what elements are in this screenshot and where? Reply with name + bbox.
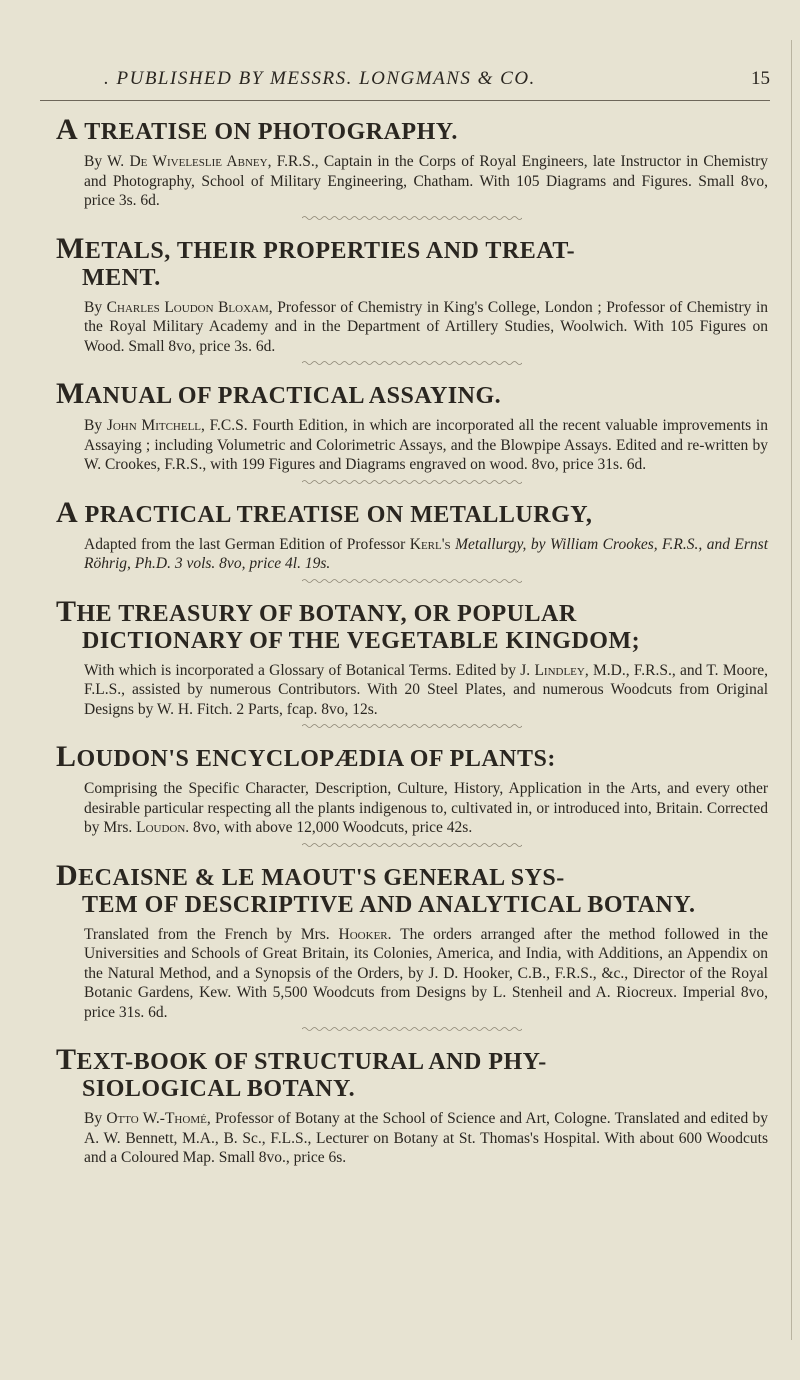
title-text: HE TREASURY OF BOTANY, OR POPULAR [76, 600, 577, 627]
author-name: John Mitchell [106, 417, 202, 434]
page-edge-line [791, 40, 792, 1340]
page-number: 15 [751, 68, 770, 89]
book-entry [56, 113, 769, 221]
title-initial: A [56, 495, 79, 529]
entry-description: By Charles Loudon Bloxam, Professor of Chemistry in King's College, London ; Professor of Chemistry in the Royal Military Academy and in the Department of Artillery Studies, Woolwich. With 105 Figures on Wood. Small 8vo, price 3s. 6d. [84, 298, 768, 355]
wave-divider [302, 723, 522, 729]
title-continuation: TEM OF DESCRIPTIVE AND ANALYTICAL BOTANY. [82, 891, 696, 918]
entry-title [56, 858, 768, 919]
book-entry [56, 495, 768, 584]
entry-description: By Otto W.-Thomé, Professor of Botany at the School of Science and Art, Cologne. Translated and edited by A. W. Bennett, M.A., B. Sc., F.L.S., Lecturer on Botany at St. Thomas's Hospital. With about 600 Woodcuts and a Coloured Map. Small 8vo., price 6s. [84, 1110, 768, 1166]
wave-divider [302, 215, 522, 221]
author-name: Otto W.-Thomé [106, 1110, 207, 1127]
title-initial: M [56, 377, 85, 410]
entry-description: By W. De Wiveleslie Abney, F.R.S., Captain in the Corps of Royal Engineers, late Instructor in Chemistry and Photography, School of Military Engineering, Chatham. With 105 Diagrams and Figures. Small 8vo, price 3s. 6d. [84, 153, 769, 209]
book-entry [56, 858, 768, 1033]
author-name: Kerl's [409, 535, 451, 553]
wave-divider [302, 1026, 522, 1032]
entry-description: Adapted from the last German Edition of Professor Kerl's Metallurgy, by William Crookes, F.R.S., and Ernst Röhrig, Ph.D. 3 vols. 8vo, price 4l. 19s. [84, 535, 768, 572]
running-head: . PUBLISHED BY MESSRS. LONGMANS & CO. [104, 68, 536, 89]
title-initial: D [56, 858, 79, 892]
entry-title [56, 740, 768, 773]
author-name: Charles Loudon Bloxam [106, 298, 269, 316]
author-name: De Wiveleslie Abney [129, 153, 268, 170]
title-continuation: MENT. [82, 264, 161, 291]
title-text: TREATISE ON PHOTOGRAPHY. [78, 119, 458, 145]
book-entry [56, 594, 769, 730]
title-initial: L [56, 740, 77, 773]
entry-title [56, 1043, 768, 1103]
entry-description: By John Mitchell, F.C.S. Fourth Edition, in which are incorporated all the recent valuable improvements in Assaying ; including Volumetric and Colorimetric Assays, and the Blowpipe Assays. Edited and re-written by W. Crookes, F.R.S., with 199 Figures and Diagrams engraved on wood. 8vo, price 31s. 6d. [84, 417, 768, 473]
entry-description: Comprising the Specific Character, Description, Culture, History, Application in the Arts, and every other desirable particular respecting all the plants indigenous to, cultivated in, or introduced into, Britain. Corrected by Mrs. Loudon. 8vo, with above 12,000 Woodcuts, price 42s. [84, 780, 768, 836]
title-initial: A [56, 113, 79, 146]
title-text: ANUAL OF PRACTICAL ASSAYING. [84, 383, 502, 409]
title-text: PRACTICAL TREATISE ON METALLURGY, [78, 501, 593, 528]
book-entry [56, 231, 768, 367]
entry-description: With which is incorporated a Glossary of Botanical Terms. Edited by J. Lindley, M.D., F.R.S., and T. Moore, F.L.S., assisted by numerous Contributors. With 20 Steel Plates, and numerous Woodcuts from Original Designs by W. H. Fitch. 2 Parts, fcap. 8vo, 12s. [84, 661, 769, 718]
title-initial: T [56, 594, 77, 628]
title-continuation: DICTIONARY OF THE VEGETABLE KINGDOM; [82, 627, 641, 654]
title-initial: T [56, 1043, 77, 1076]
entry-description: Translated from the French by Mrs. Hooker. The orders arranged after the method followed in the Universities and Schools of Great Britain, its Colonies, America, and India, with Additions, an Appendix on the Natural Method, and a Synopsis of the Orders, by J. D. Hooker, C.B., F.R.S., &c., Director of the Royal Botanic Gardens, Kew. With 5,500 Woodcuts from Designs by L. Stenheil and A. Riocreux. Imperial 8vo, price 31s. 6d. [84, 925, 768, 1021]
page-header [40, 68, 770, 98]
entry-title [56, 113, 768, 146]
entry-title [56, 594, 768, 655]
author-name: J. Lindley [520, 661, 585, 679]
title-initial: M [56, 231, 85, 265]
wave-divider [302, 360, 522, 366]
title-text: OUDON'S ENCYCLOPÆDIA OF PLANTS: [76, 746, 556, 772]
book-entry [56, 740, 768, 848]
wave-divider [302, 842, 522, 848]
wave-divider [302, 479, 522, 485]
title-text: EXT-BOOK OF STRUCTURAL AND PHY- [76, 1049, 547, 1075]
header-rule [40, 100, 770, 101]
title-text: ECAISNE & LE MAOUT'S GENERAL SYS- [78, 864, 565, 891]
book-entry [56, 1043, 768, 1168]
wave-divider [302, 578, 522, 584]
title-continuation: SIOLOGICAL BOTANY. [82, 1076, 356, 1102]
entry-title [56, 231, 768, 292]
book-list [56, 113, 769, 1182]
book-entry [56, 377, 768, 485]
author-name: Loudon [136, 819, 186, 836]
entry-title [56, 495, 768, 529]
title-text: ETALS, THEIR PROPERTIES AND TREAT- [84, 237, 576, 264]
author-name: Hooker [338, 925, 388, 943]
entry-title [56, 377, 768, 410]
